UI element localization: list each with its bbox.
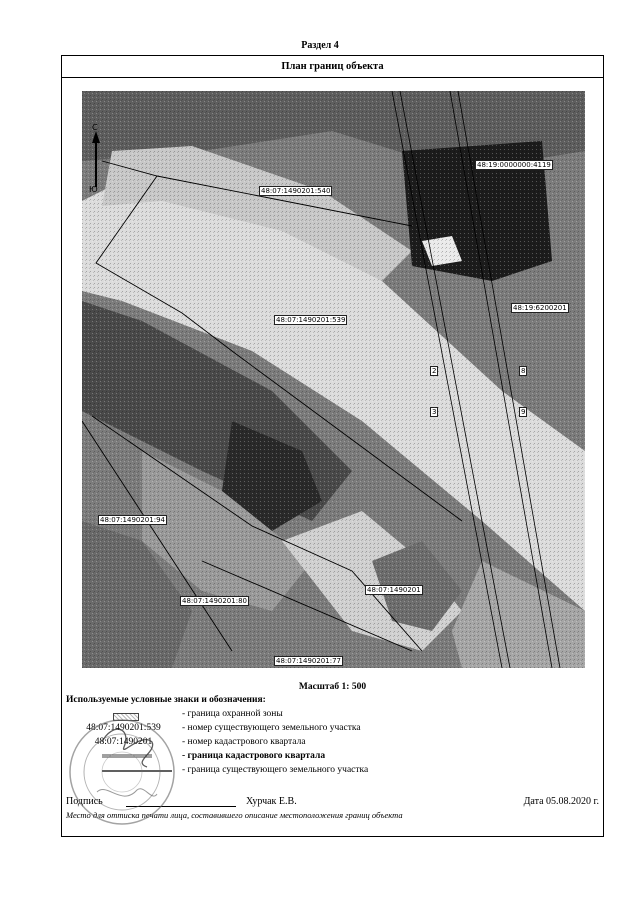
legend-title: Используемые условные знаки и обозначения: — [66, 695, 266, 705]
boundary-mark: 2 — [432, 367, 437, 375]
legend-parcel-number: 48:07:1490201:539 — [86, 723, 161, 733]
arrow-up-icon — [89, 131, 103, 191]
north-arrow-icon — [89, 123, 103, 198]
boundary-mark: 9 — [521, 408, 526, 416]
legend-item-text: - граница охранной зоны — [182, 709, 283, 719]
signer-name: Хурчак Е.В. — [246, 796, 297, 807]
legend-item-text: - номер кадастрового квартала — [182, 737, 306, 747]
legend-item-text: - граница кадастрового квартала — [182, 751, 326, 761]
legend-quarter-number: 48:07:1490201 — [94, 737, 153, 747]
aerial-map — [82, 91, 585, 668]
seal-stamp-icon — [62, 712, 182, 832]
quarter-label: 48:07:1490201 — [367, 586, 421, 594]
signature-label: Подпись — [66, 796, 103, 807]
parcel-label: 48:19:0000000:4119 — [477, 161, 551, 169]
compass-south-label: Ю — [89, 185, 98, 194]
aerial-photo — [82, 91, 585, 668]
stamp-note: Место для оттиска печати лица, составившего описание местоположения границ объекта — [66, 810, 403, 820]
plan-title: План границ объекта — [62, 56, 603, 78]
boundary-mark: 3 — [432, 408, 437, 416]
section-title: Раздел 4 — [301, 40, 339, 51]
legend-item-text: - номер существующего земельного участка — [182, 723, 361, 733]
boundary-mark: 8 — [521, 367, 526, 375]
parcel-label: 48:07:1490201:77 — [276, 657, 341, 665]
parcel-label: 48:07:1490201:80 — [182, 597, 247, 605]
parcel-label: 48:07:1490201:539 — [276, 316, 346, 324]
scale-label: Масштаб 1: 500 — [298, 682, 367, 692]
parcel-label: 48:07:1490201:540 — [261, 187, 331, 195]
parcel-label: 48:07:1490201:94 — [100, 516, 165, 524]
legend-item-text: - граница существующего земельного участка — [182, 765, 369, 775]
compass-north-label: С — [92, 123, 98, 132]
signature-date: Дата 05.08.2020 г. — [523, 796, 599, 807]
parcel-label: 48:19:6200201 — [513, 304, 567, 312]
